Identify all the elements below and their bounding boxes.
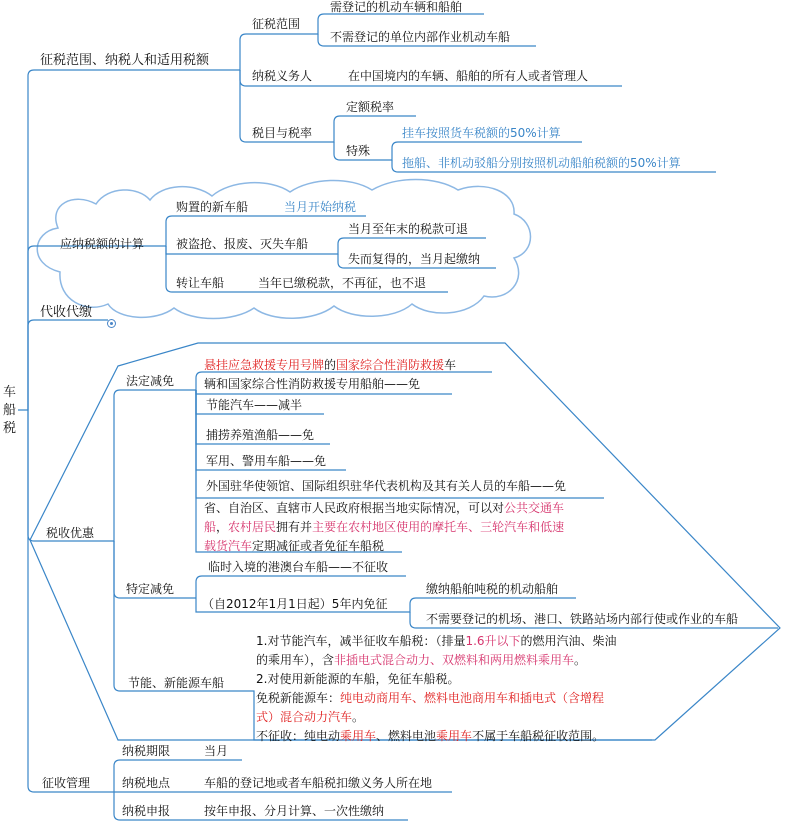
- section-collection-management[interactable]: 征收管理: [42, 776, 91, 790]
- section-tax-incentives[interactable]: 税收优惠: [46, 526, 95, 540]
- node-scope-registered[interactable]: 需登记的机动车辆和船舶: [330, 0, 463, 14]
- node-taxpayer-desc[interactable]: 在中国境内的车辆、船舶的所有人或者管理人: [348, 69, 589, 83]
- node-special[interactable]: 特殊: [346, 144, 371, 158]
- node-embassy[interactable]: 外国驻华使领馆、国际组织驻华代表机构及其有关人员的车船——免: [206, 479, 567, 493]
- node-new-purchase-value[interactable]: 当月开始纳税: [284, 200, 357, 214]
- root-topic[interactable]: 车船税: [3, 385, 17, 436]
- node-local-government[interactable]: 省、自治区、直辖市人民政府根据当地实际情况，可以对公共交通车 船，农村居民拥有并主要在农村地区使用的摩托车、三轮汽车和低速 载货汽车定期减征或者免征车船税: [204, 501, 565, 553]
- section-withholding[interactable]: 代收代缴: [40, 305, 93, 320]
- collapse-toggle-icon[interactable]: [107, 319, 116, 328]
- node-tax-place[interactable]: 纳税地点: [122, 776, 171, 790]
- node-refund[interactable]: 当月至年末的税款可退: [348, 222, 469, 236]
- node-scope-unregistered[interactable]: 不需登记的单位内部作业机动车船: [330, 30, 511, 44]
- node-taxpayer[interactable]: 纳税义务人: [252, 69, 313, 83]
- node-new-energy[interactable]: 节能、新能源车船: [128, 676, 225, 690]
- node-fishing-boat[interactable]: 捕捞养殖渔船——免: [206, 428, 315, 442]
- node-recovered[interactable]: 失而复得的，当月起缴纳: [348, 252, 481, 266]
- node-scope[interactable]: 征税范围: [252, 17, 301, 31]
- node-transfer[interactable]: 转让车船: [176, 276, 225, 290]
- node-trailer-rate[interactable]: 挂车按照货车税额的50%计算: [402, 126, 561, 140]
- node-tax-place-value[interactable]: 车船的登记地或者车船税扣缴义务人所在地: [204, 776, 433, 790]
- node-tugboat-rate[interactable]: 拖船、非机动驳船分别按照机动船舶税额的50%计算: [402, 156, 681, 170]
- node-energy-details[interactable]: 1.对节能汽车，减半征收车船税：（排量1.6升以下的燃用汽油、柴油 的乘用车），含非插电式混合动力、双燃料和两用燃料乘用车。 2.对使用新能源的车船，免征车船税。 免税新能源车：纯电动商用车、燃料电池商用车和插电式（含增程 式）混合动力汽车。 不征收：纯电动乘用车、燃料电池乘用车不属于车船税征收范围。: [256, 634, 617, 743]
- node-hk-macau-taiwan[interactable]: 临时入境的港澳台车船——不征收: [208, 560, 389, 574]
- section-scope-taxpayer-rate[interactable]: 征税范围、纳税人和适用税额: [40, 53, 210, 68]
- node-legal-exemption[interactable]: 法定减免: [126, 374, 175, 388]
- node-military-police[interactable]: 军用、警用车船——免: [206, 454, 327, 468]
- node-emergency-rescue[interactable]: 悬挂应急救援专用号牌的国家综合性消防救援车 辆和国家综合性消防救援专用船舶——免: [204, 358, 457, 391]
- node-specific-exemption[interactable]: 特定减免: [126, 582, 175, 596]
- node-tax-period-value[interactable]: 当月: [204, 744, 229, 758]
- node-new-purchase[interactable]: 购置的新车船: [176, 200, 249, 214]
- node-airport-port-vehicles[interactable]: 不需要登记的机场、港口、铁路站场内部行使或作业的车船: [426, 612, 739, 626]
- node-stolen-scrapped[interactable]: 被盗抢、报废、灭失车船: [176, 237, 309, 251]
- node-fixed-rate[interactable]: 定额税率: [346, 100, 395, 114]
- node-tax-declaration[interactable]: 纳税申报: [122, 804, 171, 818]
- section-tax-calculation[interactable]: 应纳税额的计算: [60, 237, 145, 251]
- node-tax-declaration-value[interactable]: 按年申报、分月计算、一次性缴纳: [204, 804, 385, 818]
- node-five-year-exempt[interactable]: （自2012年1月1日起）5年内免征: [202, 597, 388, 611]
- node-energy-saving-half[interactable]: 节能汽车——减半: [206, 398, 303, 412]
- node-tax-period[interactable]: 纳税期限: [122, 744, 171, 758]
- node-tonnage-ships[interactable]: 缴纳船舶吨税的机动船舶: [426, 582, 559, 596]
- node-tax-items-rates[interactable]: 税目与税率: [252, 126, 313, 140]
- node-transfer-value[interactable]: 当年已缴税款，不再征，也不退: [258, 276, 427, 290]
